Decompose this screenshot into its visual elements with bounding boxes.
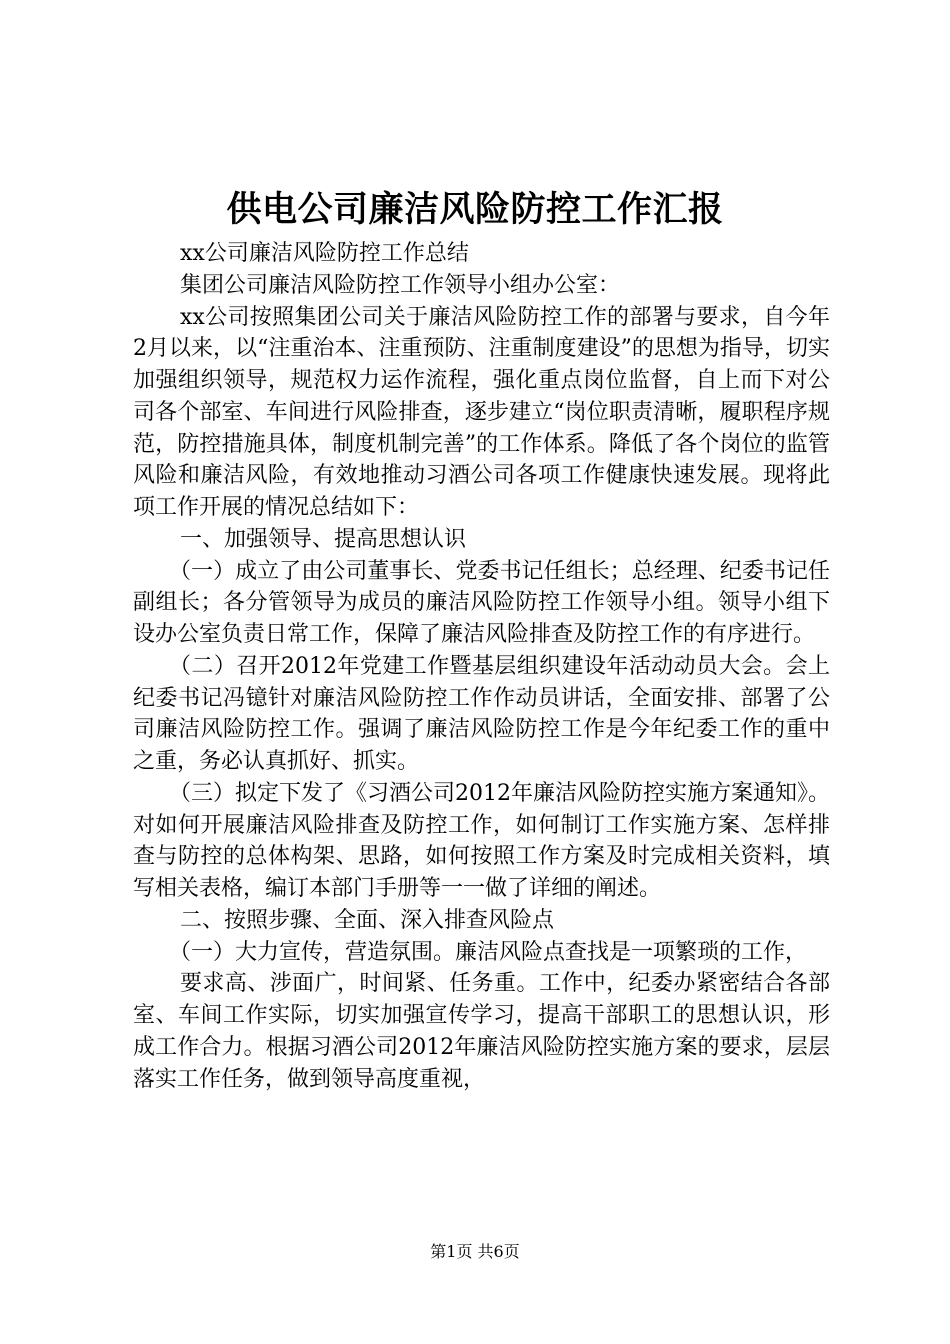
body-paragraph: （二）召开2012年党建工作暨基层组织建设年活动动员大会。会上纪委书记冯镱针对廉洁风险防控工作作动员讲话，全面安排、部署了公司廉洁风险防控工作。强调了廉洁风险防控工作是今年纪委工作的重中之重，务必认真抓好、抓实。 bbox=[133, 653, 830, 774]
subtitle-paragraph: xx公司廉洁风险防控工作总结 bbox=[180, 241, 469, 266]
document-body bbox=[133, 238, 830, 1095]
body-paragraph: （三）拟定下发了《习酒公司2012年廉洁风险防控实施方案通知》。对如何开展廉洁风险排查及防控工作，如何制订工作实施方案、怎样排查与防控的总体构架、思路，如何按照工作方案及时完成相关资料，填写相关表格，编订本部门手册等一一做了详细的阐述。 bbox=[133, 780, 830, 901]
body-paragraph: 要求高、涉面广，时间紧、任务重。工作中，纪委办紧密结合各部室、车间工作实际，切实加强宣传学习，提高干部职工的思想认识，形成工作合力。根据习酒公司2012年廉洁风险防控实施方案的要求，层层落实工作任务，做到领导高度重视， bbox=[133, 971, 830, 1092]
section-heading-2: 二、按照步骤、全面、深入排查风险点 bbox=[180, 907, 555, 933]
salutation-paragraph: 集团公司廉洁风险防控工作领导小组办公室： bbox=[180, 272, 621, 298]
body-paragraph: （一）大力宣传，营造氛围。廉洁风险点查找是一项繁琐的工作， bbox=[169, 939, 808, 965]
body-paragraph: （一）成立了由公司董事长、党委书记任组长；总经理、纪委书记任副组长；各分管领导为成员的廉洁风险防控工作领导小组。领导小组下设办公室负责日常工作，保障了廉洁风险排查及防控工作的有序进行。 bbox=[133, 558, 830, 647]
intro-paragraph: xx公司按照集团公司关于廉洁风险防控工作的部署与要求，自今年2月以来，以“注重治本、注重预防、注重制度建设”的思想为指导，切实加强组织领导，规范权力运作流程，强化重点岗位监督，自上而下对公司各个部室、车间进行风险排查，逐步建立“岗位职责清晰，履职程序规范，防控措施具体，制度机制完善”的工作体系。降低了各个岗位的监管风险和廉洁风险，有效地推动习酒公司各项工作健康快速发展。现将此项工作开展的情况总结如下： bbox=[133, 304, 830, 520]
section-heading-1: 一、加强领导、提高思想认识 bbox=[180, 526, 467, 552]
page-footer: 第1页 共6页 bbox=[430, 1242, 520, 1261]
document-title: 供电公司廉洁风险防控工作汇报 bbox=[226, 190, 724, 230]
